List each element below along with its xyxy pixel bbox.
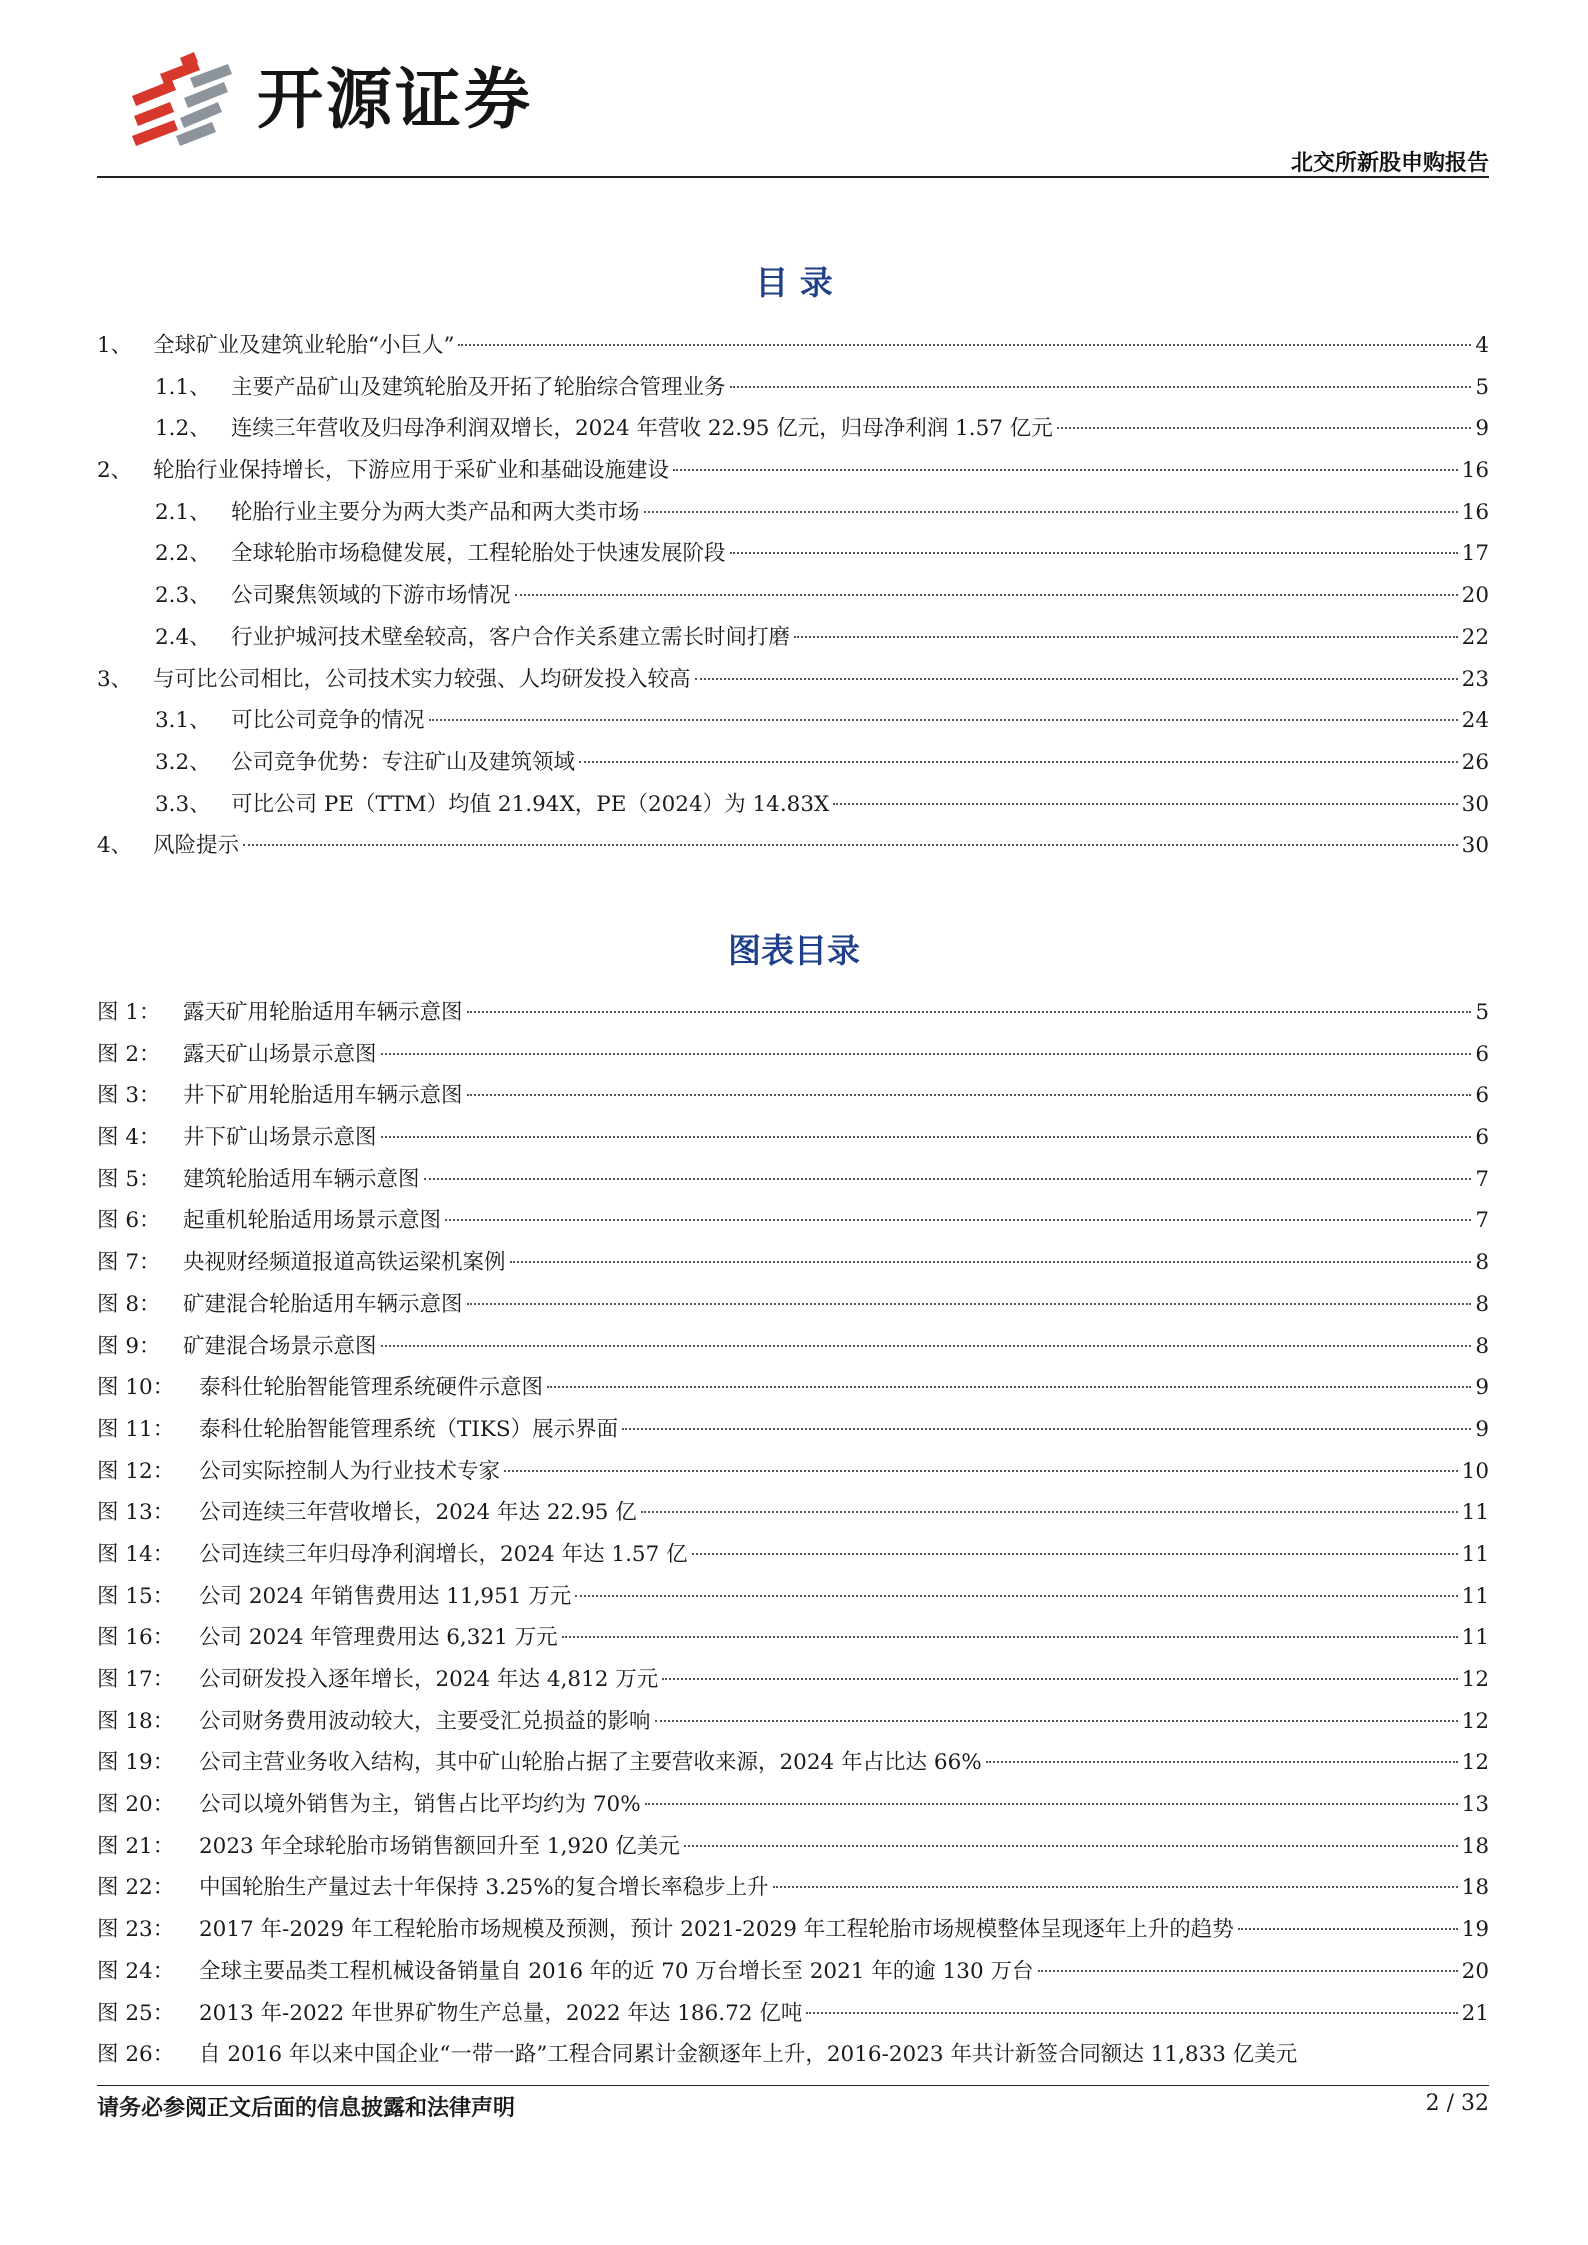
table-of-contents [97, 325, 1489, 867]
toc-entry[interactable] [97, 325, 1489, 367]
figure-entry[interactable] [97, 2034, 1489, 2076]
entry-title: 公司财务费用波动较大，主要受汇兑损益的影响 [199, 1708, 651, 1734]
entry-number: 图 10： [97, 1375, 175, 1401]
entry-page-number: 4 [1475, 333, 1489, 358]
entry-page-number: 18 [1461, 1833, 1489, 1859]
dot-leader [730, 552, 1458, 554]
entry-page-number: 11 [1461, 1625, 1489, 1651]
toc-entry[interactable] [97, 825, 1489, 867]
header-divider [97, 176, 1489, 178]
entry-page-number: 9 [1475, 416, 1489, 442]
entry-page-number: 30 [1461, 833, 1489, 859]
entry-title: 主要产品矿山及建筑轮胎及开拓了轮胎综合管理业务 [231, 374, 726, 400]
entry-number: 图 23： [97, 1917, 175, 1943]
entry-page-number: 8 [1475, 1250, 1489, 1276]
figure-entry[interactable] [97, 1534, 1489, 1576]
dot-leader [547, 1386, 1471, 1388]
entry-number: 3、 [97, 666, 133, 692]
entry-number: 2.4、 [155, 624, 211, 650]
entry-page-number: 17 [1461, 541, 1489, 567]
entry-title: 与可比公司相比，公司技术实力较强、人均研发投入较高 [153, 666, 691, 692]
entry-title: 轮胎行业保持增长，下游应用于采矿业和基础设施建设 [153, 458, 670, 484]
dot-leader [445, 1219, 1471, 1221]
dot-leader [467, 1303, 1472, 1305]
entry-title: 2013 年-2022 年世界矿物生产总量，2022 年达 186.72 亿吨 [199, 2000, 803, 2026]
figure-list-title: 图表目录 [728, 931, 860, 970]
entry-number: 图 8： [97, 1291, 161, 1317]
entry-title: 公司聚焦领域的下游市场情况 [231, 583, 511, 609]
entry-title: 公司主营业务收入结构，其中矿山轮胎占据了主要营收来源，2024 年占比达 66% [199, 1750, 982, 1776]
entry-number: 图 21： [97, 1833, 175, 1859]
brand-name: 开源证券 [257, 61, 533, 138]
toc-entry[interactable] [97, 492, 1489, 534]
entry-number: 图 19： [97, 1750, 175, 1776]
figure-entry[interactable] [97, 1492, 1489, 1534]
entry-title: 全球矿业及建筑业轮胎“小巨人” [153, 333, 455, 358]
entry-page-number: 7 [1475, 1208, 1489, 1234]
entry-title: 泰科仕轮胎智能管理系统（TIKS）展示界面 [199, 1416, 619, 1442]
entry-title: 央视财经频道报道高铁运梁机案例 [183, 1250, 506, 1276]
dot-leader [1238, 1928, 1458, 1930]
entry-page-number: 6 [1475, 1041, 1489, 1067]
figure-entry[interactable] [97, 1200, 1489, 1242]
entry-title: 露天矿用轮胎适用车辆示意图 [183, 1000, 463, 1025]
entry-page-number: 6 [1475, 1125, 1489, 1151]
dot-leader [579, 761, 1458, 763]
entry-page-number: 16 [1461, 458, 1489, 484]
entry-title: 连续三年营收及归母净利润双增长，2024 年营收 22.95 亿元，归母净利润 1.57 亿元 [231, 416, 1053, 442]
dot-leader [424, 1178, 1472, 1180]
dot-leader [381, 1136, 1472, 1138]
dot-leader [458, 344, 1471, 346]
dot-leader [833, 803, 1457, 805]
entry-title: 公司连续三年营收增长，2024 年达 22.95 亿 [199, 1500, 637, 1526]
footer-disclaimer: 请务必参阅正文后面的信息披露和法律声明 [97, 2095, 516, 2121]
dot-leader [575, 1595, 1457, 1597]
dot-leader [730, 386, 1472, 388]
entry-page-number: 22 [1461, 624, 1489, 650]
dot-leader [381, 1053, 1472, 1055]
entry-title: 公司 2024 年销售费用达 11,951 万元 [199, 1583, 572, 1609]
entry-page-number: 11 [1461, 1500, 1489, 1526]
entry-number: 图 6： [97, 1208, 161, 1234]
entry-number: 图 16： [97, 1625, 175, 1651]
entry-title: 可比公司 PE（TTM）均值 21.94X，PE（2024）为 14.83X [231, 791, 830, 817]
entry-number: 图 20： [97, 1792, 175, 1818]
entry-page-number: 5 [1475, 1000, 1489, 1025]
toc-entry[interactable] [97, 450, 1489, 492]
entry-title: 露天矿山场景示意图 [183, 1041, 377, 1067]
entry-title: 矿建混合轮胎适用车辆示意图 [183, 1291, 463, 1317]
entry-number: 图 12： [97, 1458, 175, 1484]
entry-page-number: 12 [1461, 1708, 1489, 1734]
dot-leader [695, 678, 1458, 680]
entry-number: 图 1： [97, 1000, 161, 1025]
entry-title: 轮胎行业主要分为两大类产品和两大类市场 [231, 499, 640, 525]
entry-number: 3.3、 [155, 791, 211, 817]
entry-page-number: 23 [1461, 666, 1489, 692]
dot-leader [467, 1011, 1472, 1013]
entry-number: 2.1、 [155, 499, 211, 525]
entry-title: 公司连续三年归母净利润增长，2024 年达 1.57 亿 [199, 1541, 688, 1567]
entry-page-number: 20 [1461, 1958, 1489, 1984]
entry-number: 图 26： [97, 2042, 175, 2068]
entry-title: 矿建混合场景示意图 [183, 1333, 377, 1359]
dot-leader [655, 1720, 1458, 1722]
toc-entry[interactable] [97, 784, 1489, 826]
figure-entry[interactable] [97, 1951, 1489, 1993]
entry-number: 图 11： [97, 1416, 175, 1442]
entry-number: 图 5： [97, 1166, 161, 1192]
entry-number: 2、 [97, 458, 133, 484]
figure-entry[interactable] [97, 1451, 1489, 1493]
toc-entry[interactable] [97, 700, 1489, 742]
entry-title: 风险提示 [153, 833, 240, 859]
entry-title: 自 2016 年以来中国企业“一带一路”工程合同累计金额逐年上升，2016-2023 年共计新签合同额达 11,833 亿美元 [199, 2042, 1298, 2068]
entry-page-number: 12 [1461, 1667, 1489, 1692]
figure-entry[interactable] [97, 1075, 1489, 1117]
entry-page-number: 11 [1461, 1541, 1489, 1567]
entry-title: 公司研发投入逐年增长，2024 年达 4,812 万元 [199, 1667, 659, 1692]
toc-entry[interactable] [97, 408, 1489, 450]
dot-leader [429, 719, 1458, 721]
entry-page-number: 24 [1461, 708, 1489, 734]
dot-leader [243, 844, 1458, 846]
entry-number: 图 7： [97, 1250, 161, 1276]
entry-page-number: 16 [1461, 499, 1489, 525]
entry-title: 公司竞争优势：专注矿山及建筑领域 [231, 749, 576, 775]
dot-leader [692, 1553, 1458, 1555]
figure-entry[interactable] [97, 1826, 1489, 1868]
figure-entry[interactable] [97, 1367, 1489, 1409]
dot-leader [381, 1345, 1472, 1347]
entry-title: 全球轮胎市场稳健发展，工程轮胎处于快速发展阶段 [231, 541, 726, 567]
entry-title: 2023 年全球轮胎市场销售额回升至 1,920 亿美元 [199, 1833, 680, 1859]
entry-title: 公司实际控制人为行业技术专家 [199, 1458, 501, 1484]
entry-number: 图 9： [97, 1333, 161, 1359]
entry-number: 4、 [97, 833, 133, 859]
dot-leader [504, 1470, 1458, 1472]
entry-page-number: 19 [1461, 1917, 1489, 1943]
figure-entry[interactable] [97, 1909, 1489, 1951]
figure-entry[interactable] [97, 1659, 1489, 1701]
dot-leader [515, 594, 1458, 596]
entry-number: 图 22： [97, 1875, 175, 1901]
dot-leader [986, 1761, 1458, 1763]
toc-title: 目 录 [755, 263, 833, 302]
entry-title: 公司以境外销售为主，销售占比平均约为 70% [199, 1792, 641, 1818]
entry-title: 起重机轮胎适用场景示意图 [183, 1208, 442, 1234]
figure-entry[interactable] [97, 1576, 1489, 1618]
figure-entry[interactable] [97, 1326, 1489, 1368]
figure-entry[interactable] [97, 1117, 1489, 1159]
entry-page-number: 9 [1475, 1375, 1489, 1401]
dot-leader [562, 1636, 1458, 1638]
entry-number: 图 2： [97, 1041, 161, 1067]
entry-number: 图 25： [97, 2000, 175, 2026]
company-logo-icon [132, 52, 242, 148]
entry-number: 图 4： [97, 1125, 161, 1151]
toc-entry[interactable] [97, 533, 1489, 575]
toc-entry[interactable] [97, 659, 1489, 701]
entry-title: 建筑轮胎适用车辆示意图 [183, 1166, 420, 1192]
page-header [97, 42, 1489, 176]
figure-entry[interactable] [97, 1784, 1489, 1826]
entry-page-number: 21 [1461, 2000, 1489, 2026]
toc-entry[interactable] [97, 742, 1489, 784]
entry-title: 井下矿用轮胎适用车辆示意图 [183, 1083, 463, 1109]
entry-title: 泰科仕轮胎智能管理系统硬件示意图 [199, 1375, 544, 1401]
dot-leader [641, 1511, 1458, 1513]
toc-entry[interactable] [97, 367, 1489, 409]
entry-number: 图 14： [97, 1541, 175, 1567]
entry-page-number: 9 [1475, 1416, 1489, 1442]
footer-page-number: 2 / 32 [1425, 2091, 1489, 2116]
entry-title: 行业护城河技术壁垒较高，客户合作关系建立需长时间打磨 [231, 624, 791, 650]
figure-entry[interactable] [97, 1242, 1489, 1284]
figure-entry[interactable] [97, 1867, 1489, 1909]
footer-divider [97, 2085, 1489, 2086]
figure-entry[interactable] [97, 1284, 1489, 1326]
entry-title: 可比公司竞争的情况 [231, 708, 425, 734]
entry-page-number: 12 [1461, 1750, 1489, 1776]
dot-leader [645, 1803, 1458, 1805]
dot-leader [510, 1261, 1472, 1263]
entry-page-number: 5 [1475, 374, 1489, 400]
entry-title: 公司 2024 年管理费用达 6,321 万元 [199, 1625, 558, 1651]
dot-leader [644, 511, 1458, 513]
entry-number: 图 18： [97, 1708, 175, 1734]
entry-number: 1、 [97, 333, 133, 358]
entry-page-number: 10 [1461, 1458, 1489, 1484]
toc-entry[interactable] [97, 575, 1489, 617]
dot-leader [794, 636, 1458, 638]
report-type: 北交所新股申购报告 [1290, 150, 1489, 176]
entry-number: 1.1、 [155, 374, 211, 400]
figure-entry[interactable] [97, 1701, 1489, 1743]
entry-page-number: 8 [1475, 1291, 1489, 1317]
entry-page-number: 13 [1461, 1792, 1489, 1818]
entry-title: 全球主要品类工程机械设备销量自 2016 年的近 70 万台增长至 2021 年的逾 130 万台 [199, 1958, 1034, 1984]
entry-number: 2.3、 [155, 583, 211, 609]
figure-entry[interactable] [97, 1993, 1489, 2035]
figure-entry[interactable] [97, 1617, 1489, 1659]
dot-leader [673, 469, 1458, 471]
entry-number: 图 24： [97, 1958, 175, 1984]
entry-page-number: 20 [1461, 583, 1489, 609]
figure-entry[interactable] [97, 992, 1489, 1034]
entry-number: 图 13： [97, 1500, 175, 1526]
dot-leader [684, 1845, 1458, 1847]
entry-title: 2017 年-2029 年工程轮胎市场规模及预测，预计 2021-2029 年工程轮胎市场规模整体呈现逐年上升的趋势 [199, 1917, 1234, 1943]
figure-entry[interactable] [97, 1159, 1489, 1201]
entry-title: 井下矿山场景示意图 [183, 1125, 377, 1151]
entry-page-number: 6 [1475, 1083, 1489, 1109]
dot-leader [622, 1428, 1471, 1430]
figure-entry[interactable] [97, 1409, 1489, 1451]
entry-page-number: 8 [1475, 1333, 1489, 1359]
entry-number: 图 17： [97, 1667, 175, 1692]
entry-number: 3.2、 [155, 749, 211, 775]
dot-leader [806, 2012, 1457, 2014]
entry-number: 3.1、 [155, 708, 211, 734]
toc-entry[interactable] [97, 617, 1489, 659]
entry-number: 2.2、 [155, 541, 211, 567]
figure-entry[interactable] [97, 1742, 1489, 1784]
entry-page-number: 30 [1461, 791, 1489, 817]
dot-leader [662, 1678, 1457, 1680]
dot-leader [467, 1094, 1472, 1096]
dot-leader [1057, 427, 1472, 429]
entry-title: 中国轮胎生产量过去十年保持 3.25%的复合增长率稳步上升 [199, 1875, 769, 1901]
entry-page-number: 18 [1461, 1875, 1489, 1901]
entry-page-number: 26 [1461, 749, 1489, 775]
entry-number: 图 15： [97, 1583, 175, 1609]
entry-number: 图 3： [97, 1083, 161, 1109]
entry-page-number: 11 [1461, 1583, 1489, 1609]
figure-entry[interactable] [97, 1034, 1489, 1076]
dot-leader [1038, 1970, 1458, 1972]
figure-list [97, 992, 1489, 2076]
entry-page-number: 7 [1475, 1166, 1489, 1192]
dot-leader [773, 1886, 1458, 1888]
entry-number: 1.2、 [155, 416, 211, 442]
